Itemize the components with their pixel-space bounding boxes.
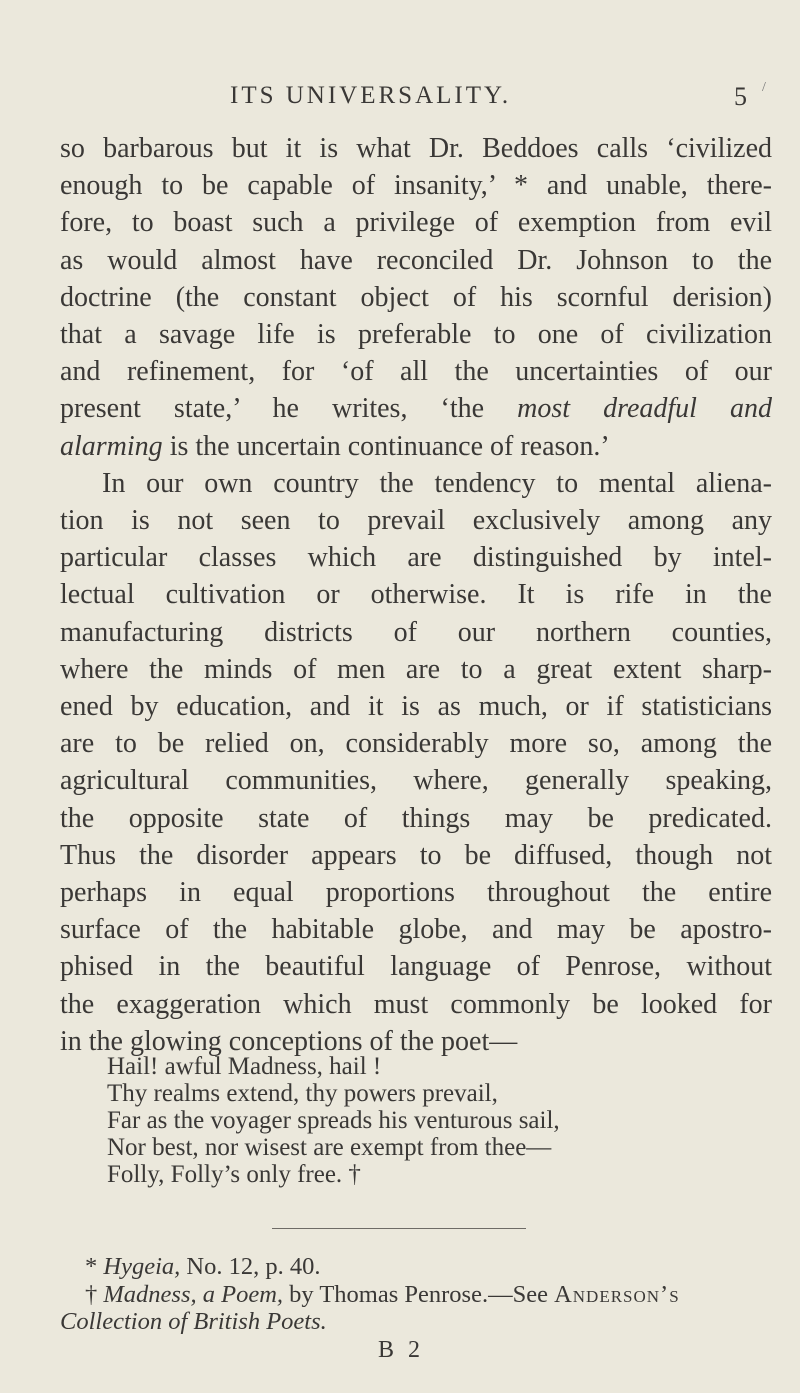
footnotes [60,1253,772,1336]
text-segment: Hygeia, [103,1253,181,1280]
text-segment: † [85,1280,104,1308]
page-number: 5 [734,82,747,111]
text-segment: lectual cultivation or otherwise. It is rife in the [60,579,772,611]
poem-line: Hail! awful Madness, hail ! [107,1053,382,1080]
text-segment: Collection of British Poets. [60,1308,327,1335]
text-segment: ened by education, and it is as much, or if statisticians [60,691,772,723]
text-segment: No. 12, p. 40. [180,1253,321,1280]
text-segment: surface of the habitable globe, and may be apostro- [60,914,772,946]
text-segment: agricultural communities, where, generally speaking, [60,765,772,797]
text-segment: In our own country the tendency to mental aliena- [102,467,772,499]
text-segment: fore, to boast such a privilege of exemption from evil [60,207,772,239]
text-segment: * [85,1253,104,1280]
body-line [60,800,772,837]
text-segment: doctrine (the constant object of his scornful derision) [60,281,772,313]
text-segment: manufacturing districts of our northern counties, [60,616,772,648]
text-segment: and refinement, for ‘of all the uncertainties of our [60,356,772,388]
signature-mark: B 2 [378,1337,425,1363]
text-segment: Anderson’s [554,1280,680,1308]
body-line [60,651,772,688]
footnote-rule [272,1228,526,1229]
text-segment: present state,’ he writes, ‘the [60,393,518,425]
text-segment: are to be relied on, considerably more so, among the [60,728,772,760]
footnote-line [60,1281,772,1309]
poem-line: Folly, Folly’s only free. † [107,1161,361,1188]
poem-line: Far as the voyager spreads his venturous sail, [107,1107,560,1134]
text-segment: where the minds of men are to a great extent sharp- [60,653,772,685]
text-segment: alarming [60,430,163,462]
body-line [60,204,772,241]
body-line [60,316,772,353]
body-line [60,130,772,167]
body-text [60,130,772,1060]
body-line [60,502,772,539]
text-segment: as would almost have reconciled Dr. Johnson to the [60,244,772,276]
poem-line: Nor best, nor wisest are exempt from thee— [107,1134,552,1161]
body-line [60,465,772,502]
body-line [60,762,772,799]
text-segment: tion is not seen to prevail exclusively among any [60,505,772,537]
text-segment: Thus the disorder appears to be diffused, though not [60,839,772,871]
poem-quotation [107,1053,560,1188]
body-line [60,353,772,390]
body-line [60,167,772,204]
body-line [60,688,772,725]
text-segment: so barbarous but it is what Dr. Beddoes calls ‘civilized [60,133,772,164]
body-line [60,576,772,613]
text-segment: enough to be capable of insanity,’ * and unable, there- [60,170,772,202]
footnote-line [60,1253,772,1281]
text-segment: particular classes which are distinguished by intel- [60,542,772,574]
body-line [60,279,772,316]
body-line [60,986,772,1023]
corner-mark: / [762,80,766,95]
text-segment: Madness, a Poem, [103,1280,284,1308]
text-segment: the exaggeration which must commonly be looked for [60,988,772,1020]
body-line [60,837,772,874]
body-line [60,428,772,465]
body-line [60,242,772,279]
text-segment: that a savage life is preferable to one of civilization [60,319,772,351]
text-segment: is the uncertain continuance of reason.’ [162,430,610,462]
text-segment: in the glowing conceptions of the poet— [60,1025,518,1057]
body-line [60,539,772,576]
body-line [60,948,772,985]
body-line [60,614,772,651]
text-segment: most dreadful and [517,393,772,425]
body-line [60,725,772,762]
text-segment: perhaps in equal proportions throughout the entire [60,877,772,909]
text-segment: phised in the beautiful language of Penrose, without [60,951,772,983]
body-line [60,911,772,948]
body-line [60,874,772,911]
running-title: ITS UNIVERSALITY. [230,82,512,109]
text-segment: by Thomas Penrose.—See [283,1280,555,1308]
body-line [60,390,772,427]
running-head [0,82,800,122]
text-segment: the opposite state of things may be predicated. [60,802,772,834]
footnote-line [60,1308,772,1336]
poem-line: Thy realms extend, thy powers prevail, [107,1080,498,1107]
